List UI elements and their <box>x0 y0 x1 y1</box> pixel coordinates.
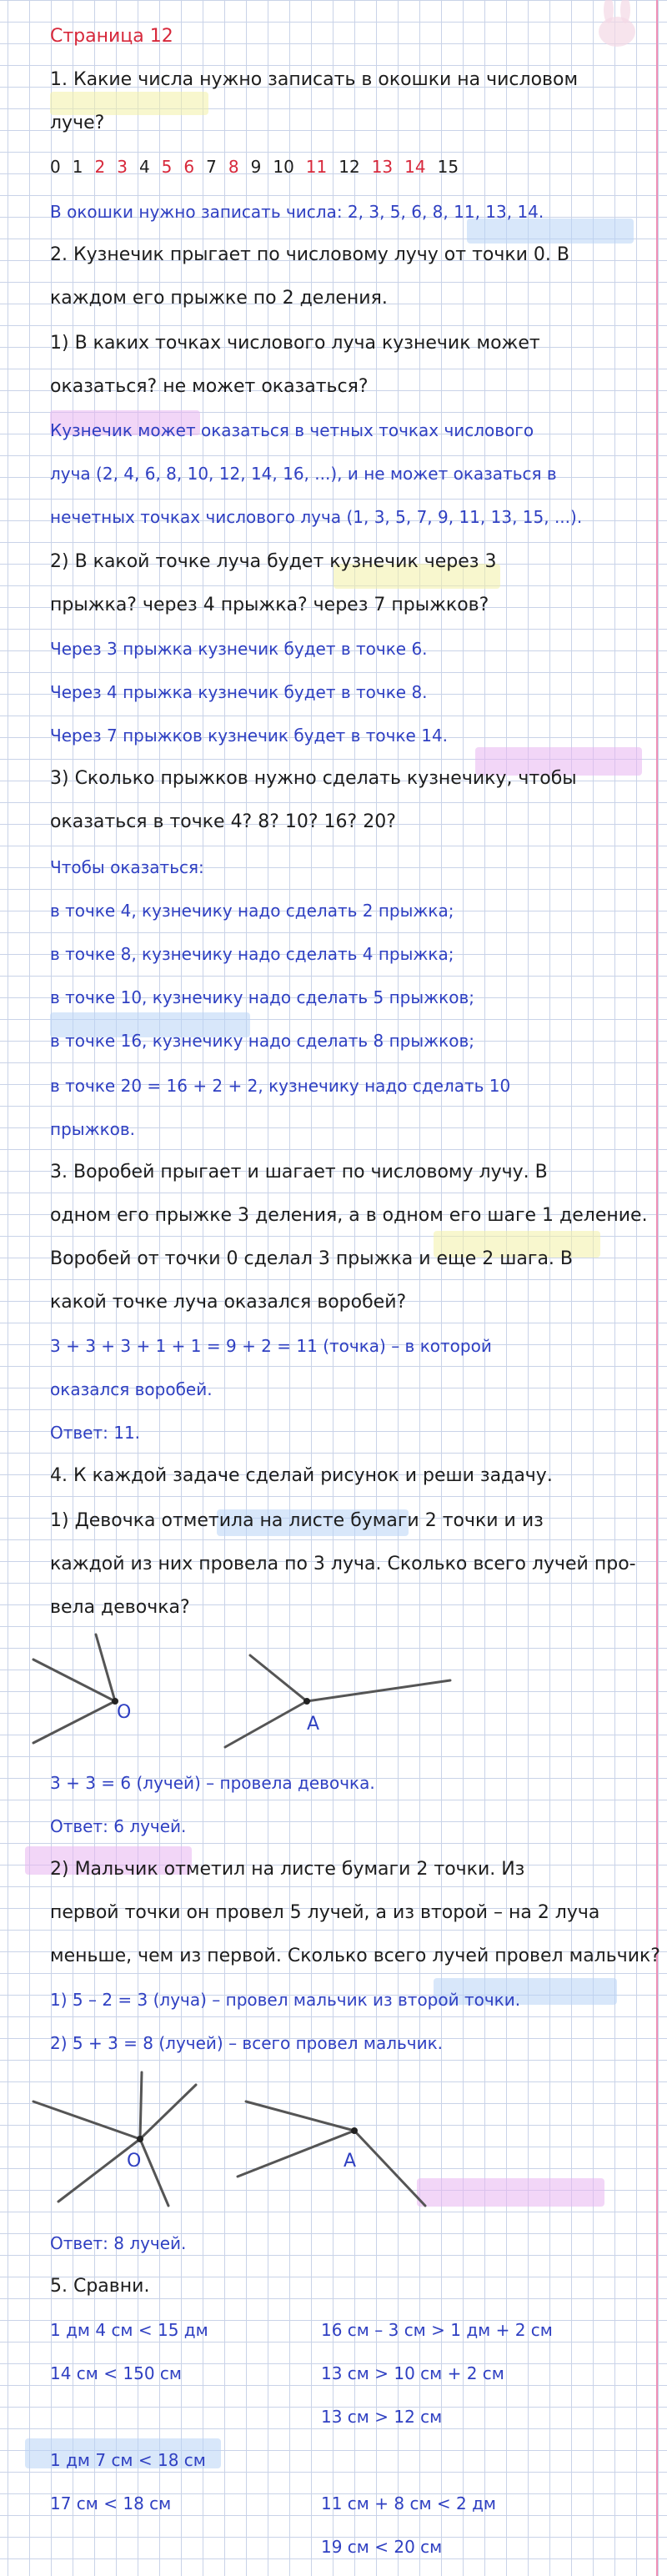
task2-a1-line: нечетных точках числового луча (1, 3, 5, 7, 9, 11, 13, 15, ...). <box>50 507 583 527</box>
number-ray-value: 8 <box>228 157 239 177</box>
rays-drawing-boy <box>25 2068 459 2218</box>
task2-q1-line: оказаться? не может оказаться? <box>50 376 369 397</box>
number-ray-value: 7 <box>206 157 217 177</box>
point-o-label-1: O <box>117 1702 132 1723</box>
number-ray-value: 2 <box>94 157 106 177</box>
task4-answer2: Ответ: 8 лучей. <box>50 2233 187 2253</box>
task2-q2-line: прыжка? через 4 прыжка? через 7 прыжков? <box>50 595 489 615</box>
task2-intro-line: каждом его прыжке по 2 деления. <box>50 288 388 309</box>
compare-left-item: 1 дм 7 см < 18 см <box>50 2450 206 2470</box>
task4-q2-line: 2) Мальчик отметил на листе бумаги 2 точки. Из <box>50 1859 525 1880</box>
task2-q2-line: 2) В какой точке луча будет кузнечик через 3 <box>50 551 497 572</box>
point-a-label-1: A <box>307 1714 320 1735</box>
task2-a3-line: Чтобы оказаться: <box>50 857 204 877</box>
task4-q1-line: 1) Девочка отметила на листе бумаги 2 точки и из <box>50 1510 544 1531</box>
task1-question-line: луче? <box>50 113 105 133</box>
task3-solution-line: оказался воробей. <box>50 1379 213 1399</box>
compare-left-item: 1 дм 4 см < 15 дм <box>50 2320 208 2340</box>
point-o-label-2: O <box>127 2151 142 2172</box>
notebook-margin-line <box>656 0 658 2576</box>
task4-q1-line: каждой из них провела по 3 луча. Сколько всего лучей про- <box>50 1554 636 1574</box>
number-ray-value: 12 <box>339 157 360 177</box>
task4-q2-line: первой точки он провел 5 лучей, а из второй – на 2 луча <box>50 1902 600 1923</box>
compare-right-item: 11 см + 8 см < 2 дм <box>321 2493 496 2513</box>
task2-a1-line: луча (2, 4, 6, 8, 10, 12, 14, 16, ...), и не может оказаться в <box>50 464 557 484</box>
compare-right-item: 16 см – 3 см > 1 дм + 2 см <box>321 2320 553 2340</box>
compare-left-item: 17 см < 18 см <box>50 2493 172 2513</box>
task2-a2-line: Через 3 прыжка кузнечик будет в точке 6. <box>50 639 428 659</box>
number-ray-value: 13 <box>371 157 394 177</box>
task2-a3-line: в точке 4, кузнечику надо сделать 2 прыжка; <box>50 901 454 921</box>
task2-q3-line: оказаться в точке 4? 8? 10? 16? 20? <box>50 811 396 832</box>
task3-question-line: Воробей от точки 0 сделал 3 прыжка и еще 2 шага. В <box>50 1248 574 1269</box>
task3-question-line: одном его прыжке 3 деления, а в одном его шаге 1 деление. <box>50 1205 648 1226</box>
task2-a3-line: в точке 8, кузнечику надо сделать 4 прыжка; <box>50 944 454 964</box>
number-ray-value: 9 <box>250 157 262 177</box>
number-ray-values <box>50 155 470 178</box>
number-ray-value: 3 <box>117 157 128 177</box>
number-ray-value: 11 <box>305 157 328 177</box>
number-ray-value: 14 <box>404 157 426 177</box>
task2-a3-line: прыжков. <box>50 1119 136 1139</box>
task4-q2-line: меньше, чем из первой. Сколько всего лучей провел мальчик? <box>50 1946 660 1966</box>
number-ray-value: 5 <box>161 157 173 177</box>
number-ray-value: 15 <box>437 157 459 177</box>
compare-right-item: 19 см < 20 см <box>321 2537 443 2557</box>
task1-question-line: 1. Какие числа нужно записать в окошки на числовом <box>50 69 579 90</box>
task4-solution1: 3 + 3 = 6 (лучей) – провела девочка. <box>50 1773 375 1793</box>
task3-question-line: 3. Воробей прыгает и шагает по числовому лучу. В <box>50 1162 548 1183</box>
number-ray-value: 1 <box>72 157 83 177</box>
task2-a3-line: в точке 16, кузнечику надо сделать 8 прыжков; <box>50 1031 474 1051</box>
task4-solution2-line: 1) 5 – 2 = 3 (луча) – провел мальчик из второй точки. <box>50 1990 521 2010</box>
compare-right-item: 13 см > 12 см <box>321 2407 443 2427</box>
task2-a3-line: в точке 20 = 16 + 2 + 2, кузнечику надо сделать 10 <box>50 1076 511 1096</box>
task3-solution-line: 3 + 3 + 3 + 1 + 1 = 9 + 2 = 11 (точка) – в которой <box>50 1336 492 1356</box>
task1-answer: В окошки нужно записать числа: 2, 3, 5, 6, 8, 11, 13, 14. <box>50 202 544 222</box>
task4-answer1: Ответ: 6 лучей. <box>50 1816 187 1836</box>
task2-q3-line: 3) Сколько прыжков нужно сделать кузнечику, чтобы <box>50 768 577 789</box>
task2-a3-line: в точке 10, кузнечику надо сделать 5 прыжков; <box>50 987 474 1007</box>
number-ray-value: 10 <box>273 157 294 177</box>
task3-question-line: какой точке луча оказался воробей? <box>50 1292 407 1313</box>
task4-q1-line: вела девочка? <box>50 1597 190 1618</box>
task2-a2-line: Через 4 прыжка кузнечик будет в точке 8. <box>50 682 428 702</box>
task5-title: 5. Сравни. <box>50 2276 150 2297</box>
point-a-label-2: A <box>344 2151 357 2172</box>
number-ray-value: 0 <box>50 157 61 177</box>
task4-solution2-line: 2) 5 + 3 = 8 (лучей) – всего провел мальчик. <box>50 2033 444 2053</box>
bunny-watermark-icon <box>584 0 650 50</box>
rays-drawing-girl <box>25 1626 459 1751</box>
number-ray-value: 4 <box>138 157 150 177</box>
compare-left-item: 14 см < 150 см <box>50 2363 182 2383</box>
task4-intro: 4. К каждой задаче сделай рисунок и реши задачу. <box>50 1465 553 1486</box>
compare-right-item: 13 см > 10 см + 2 см <box>321 2363 504 2383</box>
task2-a1-line: Кузнечик может оказаться в четных точках числового <box>50 420 534 440</box>
task3-answer: Ответ: 11. <box>50 1423 141 1443</box>
page-title: Страница 12 <box>50 26 173 47</box>
task2-intro-line: 2. Кузнечик прыгает по числовому лучу от точки 0. В <box>50 244 569 265</box>
number-ray-value: 6 <box>183 157 195 177</box>
task2-q1-line: 1) В каких точках числового луча кузнечик может <box>50 333 540 354</box>
task2-a2-line: Через 7 прыжков кузнечик будет в точке 14. <box>50 726 449 746</box>
